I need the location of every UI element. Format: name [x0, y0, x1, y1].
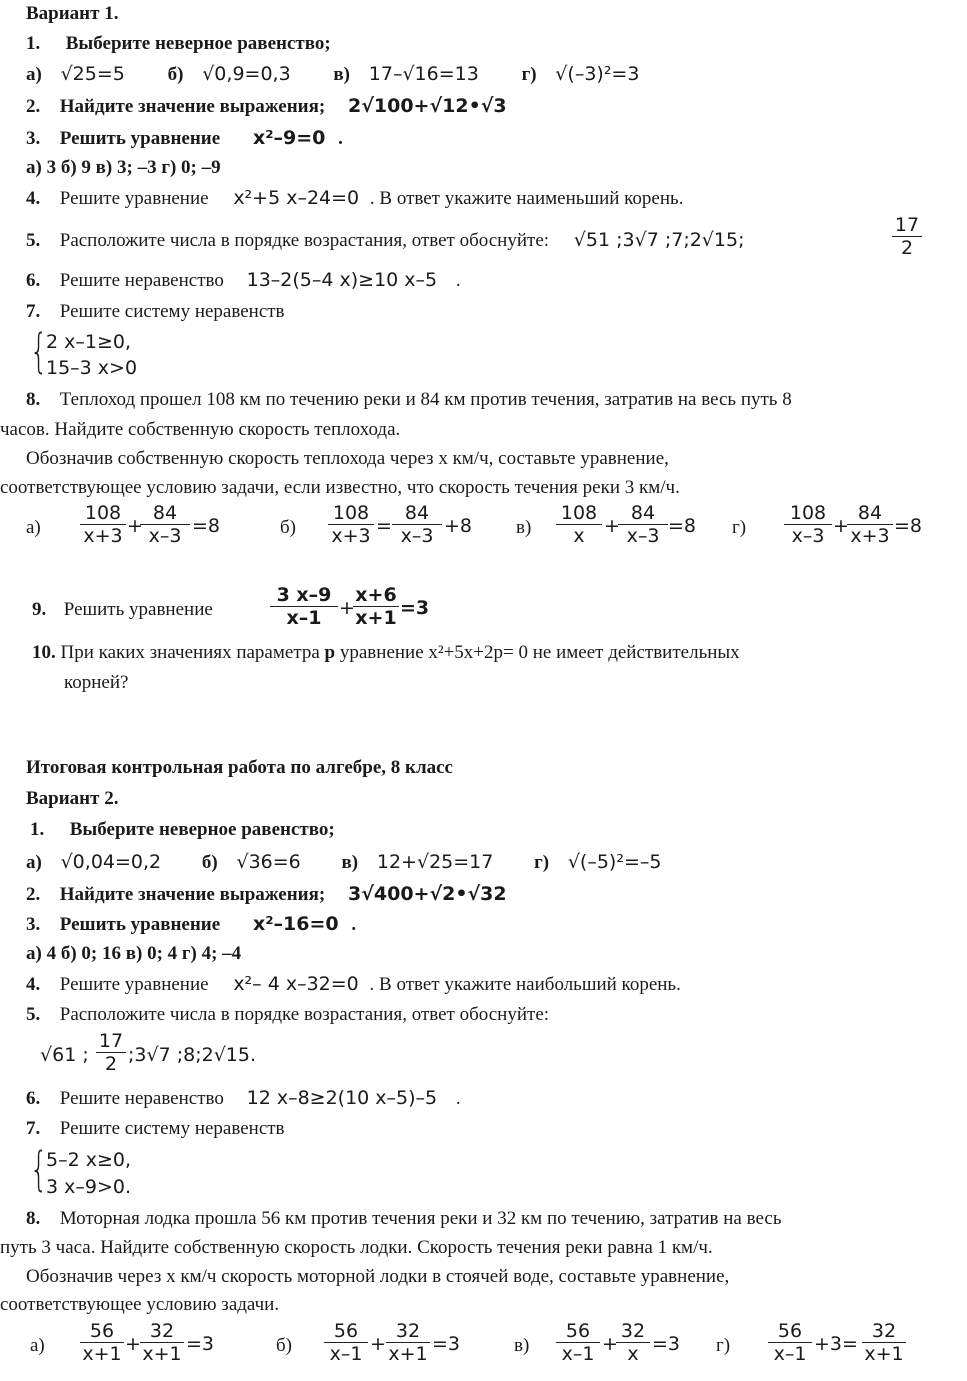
option-label: г) — [534, 852, 550, 873]
v1-q1 — [26, 32, 331, 56]
v1-q1-text: Выберите неверное равенство; — [65, 33, 331, 54]
v2-q5-fraction: $\frac{17}{2}$ — [96, 1030, 126, 1075]
question-expr: x²–16=0 — [252, 913, 339, 935]
v2-q6 — [26, 1086, 461, 1111]
system-line-2: 15–3 x>0 — [46, 357, 138, 379]
option-label: а) — [26, 64, 42, 85]
system-brace: { — [30, 1142, 48, 1196]
variant2-title: Вариант 2. — [26, 788, 119, 809]
operator: + — [370, 1333, 386, 1355]
v1-q4 — [26, 186, 683, 211]
question-text: уравнение х²+5х+2р= 0 не имеет действительных — [339, 642, 740, 663]
option-label: в) — [333, 64, 351, 85]
question-text: Решите уравнение — [59, 188, 209, 209]
question-text: Решите неравенство — [59, 270, 224, 291]
option-expr: 12+√25=17 — [376, 851, 494, 873]
v1-q3-answers: а) 3 б) 9 в) 3; –3 г) 0; –9 — [26, 157, 221, 178]
question-number: 7. — [26, 301, 41, 322]
question-text: Расположите числа в порядке возрастания, ответ обоснуйте: — [59, 1004, 550, 1025]
v1-q9 — [32, 598, 213, 622]
v2-q1-options — [26, 850, 661, 875]
question-text: Выберите неверное равенство; — [69, 819, 335, 840]
option-expr: √(–5)²=–5 — [567, 851, 662, 873]
v1-q6 — [26, 268, 461, 293]
question-text: Теплоход прошел 108 км по течению реки и 84 км против течения, затратив на весь путь 8 — [59, 389, 792, 410]
question-text: Решите уравнение — [59, 974, 209, 995]
v1-q10 — [32, 641, 740, 665]
question-text: Решить уравнение — [63, 599, 213, 620]
equation-rest: =3 — [432, 1333, 461, 1355]
option-expr: 17–√16=13 — [368, 63, 479, 85]
question-tail: . — [455, 270, 461, 291]
fraction: $\frac{56}{x-1}$ — [324, 1320, 368, 1365]
v2-q7 — [26, 1117, 285, 1141]
equation-rest: =3 — [652, 1333, 681, 1355]
variant1-title: Вариант 1. — [26, 3, 119, 24]
equation-rest: +8 — [444, 515, 473, 537]
equation-rest: =8 — [894, 515, 923, 537]
question-number: 2. — [26, 884, 41, 905]
question-number: 10. — [32, 642, 56, 663]
option-label-c: в) — [514, 1335, 530, 1356]
fraction: $\frac{108}{x+3}$ — [80, 502, 126, 547]
question-expr: x²– 4 x–32=0 — [233, 973, 359, 995]
operator: + — [127, 515, 143, 537]
operator: +3= — [814, 1333, 858, 1355]
test-heading: Итоговая контрольная работа по алгебре, 8 класс — [26, 757, 453, 778]
question-expr: 13–2(5–4 x)≥10 x–5 — [246, 269, 438, 291]
operator: + — [339, 597, 355, 619]
question-text: Найдите значение выражения; — [59, 96, 326, 117]
question-text: Решить уравнение — [59, 914, 221, 935]
operator: + — [833, 515, 849, 537]
option-label-a: а) — [30, 1335, 45, 1356]
fraction: $\frac{56}{x-1}$ — [768, 1320, 812, 1365]
v1-q1-options — [26, 62, 639, 87]
fraction: $\frac{84}{x-3}$ — [618, 502, 668, 547]
fraction: $\frac{84}{x+3}$ — [847, 502, 893, 547]
question-tail: . — [455, 1088, 461, 1109]
v2-q3 — [26, 912, 356, 937]
question-text: Решите систему неравенств — [59, 301, 285, 322]
question-text: При каких значениях параметра — [60, 642, 320, 663]
v2-q8-line1 — [26, 1207, 781, 1231]
option-label: г) — [521, 64, 537, 85]
fraction: $\frac{84}{x-3}$ — [140, 502, 190, 547]
question-number: 5. — [26, 230, 41, 251]
v2-q4 — [26, 972, 681, 997]
option-expr: √25=5 — [60, 63, 125, 85]
v2-q5-expr-b: ;3√7 ;8;2√15. — [128, 1044, 257, 1066]
question-number: 9. — [32, 599, 47, 620]
fraction: $\frac{32}{x}$ — [616, 1320, 650, 1365]
equation-rest: =8 — [192, 515, 221, 537]
v1-q8-line4: соответствующее условию задачи, если известно, что скорость течения реки 3 км/ч. — [0, 477, 680, 498]
fraction: $\frac{108}{x}$ — [556, 502, 602, 547]
question-number: 8. — [26, 1208, 41, 1229]
question-number: 6. — [26, 270, 41, 291]
v1-q8-line1 — [26, 388, 792, 412]
option-expr: √(–3)²=3 — [555, 63, 640, 85]
question-number: 3. — [26, 914, 41, 935]
system-line-2: 3 x–9>0. — [46, 1176, 132, 1198]
option-expr: √0,9=0,3 — [202, 63, 291, 85]
option-label-d: г) — [716, 1335, 731, 1356]
option-expr: √36=6 — [236, 851, 301, 873]
fraction: $\frac{56}{x-1}$ — [556, 1320, 600, 1365]
fraction: $\frac{32}{x+1}$ — [386, 1320, 430, 1365]
v2-q5-expr-a: √61 ; — [40, 1044, 89, 1066]
v1-q5-fraction — [892, 214, 922, 259]
v2-q2 — [26, 882, 507, 907]
question-expr: 12 x–8≥2(10 x–5)–5 — [246, 1087, 438, 1109]
fraction: $\frac{56}{x+1}$ — [80, 1320, 124, 1365]
v1-q7 — [26, 300, 285, 324]
question-text: Моторная лодка прошла 56 км против течения реки и 32 км по течению, затратив на весь — [59, 1208, 782, 1229]
question-text: Расположите числа в порядке возрастания, ответ обоснуйте: — [59, 230, 550, 251]
question-number: 6. — [26, 1088, 41, 1109]
v1-q2 — [26, 94, 507, 119]
operator: + — [602, 1333, 618, 1355]
fraction: $\frac{32}{x+1}$ — [862, 1320, 906, 1365]
fraction: $\frac{x+6}{x+1}$ — [353, 584, 399, 629]
v1-q1-num: 1. — [26, 33, 41, 54]
fraction: $\frac{108}{x+3}$ — [328, 502, 374, 547]
operator: = — [376, 515, 392, 537]
operator: + — [125, 1333, 141, 1355]
question-number: 4. — [26, 188, 41, 209]
question-text: Решите неравенство — [59, 1088, 224, 1109]
v2-q8-line4: соответствующее условию задачи. — [0, 1294, 280, 1315]
parameter: р — [324, 642, 336, 663]
fraction: $\frac{32}{x+1}$ — [140, 1320, 184, 1365]
fraction: $\frac{3 x-9}{x-1}$ — [270, 584, 338, 629]
denominator: 2 — [892, 236, 922, 259]
fraction: $\frac{84}{x-3}$ — [392, 502, 442, 547]
question-tail: . — [338, 128, 343, 149]
option-label: б) — [167, 64, 184, 85]
option-label: а) — [26, 852, 42, 873]
numerator: 17 — [894, 214, 920, 236]
option-expr: √0,04=0,2 — [60, 851, 162, 873]
option-label: б) — [201, 852, 218, 873]
question-number: 1. — [30, 819, 45, 840]
question-text: Найдите значение выражения; — [59, 884, 326, 905]
v2-q5 — [26, 1003, 549, 1027]
option-label: в) — [341, 852, 359, 873]
question-text: Решите систему неравенств — [59, 1118, 285, 1139]
question-expr: 2√100+√12•√3 — [347, 95, 507, 117]
option-label-c: в) — [516, 517, 532, 538]
operator: + — [604, 515, 620, 537]
system-brace: { — [30, 324, 48, 378]
v1-q3 — [26, 126, 343, 151]
question-number: 5. — [26, 1004, 41, 1025]
question-tail: . — [351, 914, 357, 935]
option-label-a: а) — [26, 517, 41, 538]
option-label-d: г) — [732, 517, 747, 538]
v2-q8-line3: Обозначив через х км/ч скорость моторной лодки в стоячей воде, составьте уравнение, — [26, 1266, 730, 1287]
question-tail: . В ответ укажите наибольший корень. — [369, 974, 681, 995]
v1-q8-line2: часов. Найдите собственную скорость теплохода. — [0, 419, 401, 440]
question-expr: √51 ;3√7 ;7;2√15; — [573, 229, 745, 251]
equation-rest: =3 — [400, 597, 430, 619]
v1-q8-line3: Обозначив собственную скорость теплохода через х км/ч, составьте уравнение, — [26, 448, 669, 469]
question-number: 4. — [26, 974, 41, 995]
question-tail: . В ответ укажите наименьший корень. — [369, 188, 684, 209]
equation-rest: =8 — [668, 515, 697, 537]
equation-rest: =3 — [186, 1333, 215, 1355]
question-expr: x²+5 x–24=0 — [233, 187, 360, 209]
option-label-b: б) — [276, 1335, 292, 1356]
question-number: 8. — [26, 389, 41, 410]
question-number: 7. — [26, 1118, 41, 1139]
question-number: 2. — [26, 96, 41, 117]
option-label-b: б) — [280, 517, 296, 538]
v2-q1 — [30, 818, 335, 842]
system-line-1: 5–2 x≥0, — [46, 1149, 132, 1171]
question-number: 3. — [26, 128, 41, 149]
system-line-1: 2 x–1≥0, — [46, 331, 132, 353]
v1-q10-line2: корней? — [64, 672, 129, 693]
v2-q3-answers: а) 4 б) 0; 16 в) 0; 4 г) 4; –4 — [26, 943, 242, 964]
v1-q5 — [26, 228, 745, 253]
question-expr: 3√400+√2•√32 — [347, 883, 507, 905]
fraction: $\frac{108}{x-3}$ — [784, 502, 832, 547]
v2-q8-line2: путь 3 часа. Найдите собственную скорость лодки. Скорость течения реки равна 1 км/ч. — [0, 1237, 713, 1258]
question-text: Решить уравнение — [59, 128, 221, 149]
question-expr: x²–9=0 — [252, 127, 326, 149]
